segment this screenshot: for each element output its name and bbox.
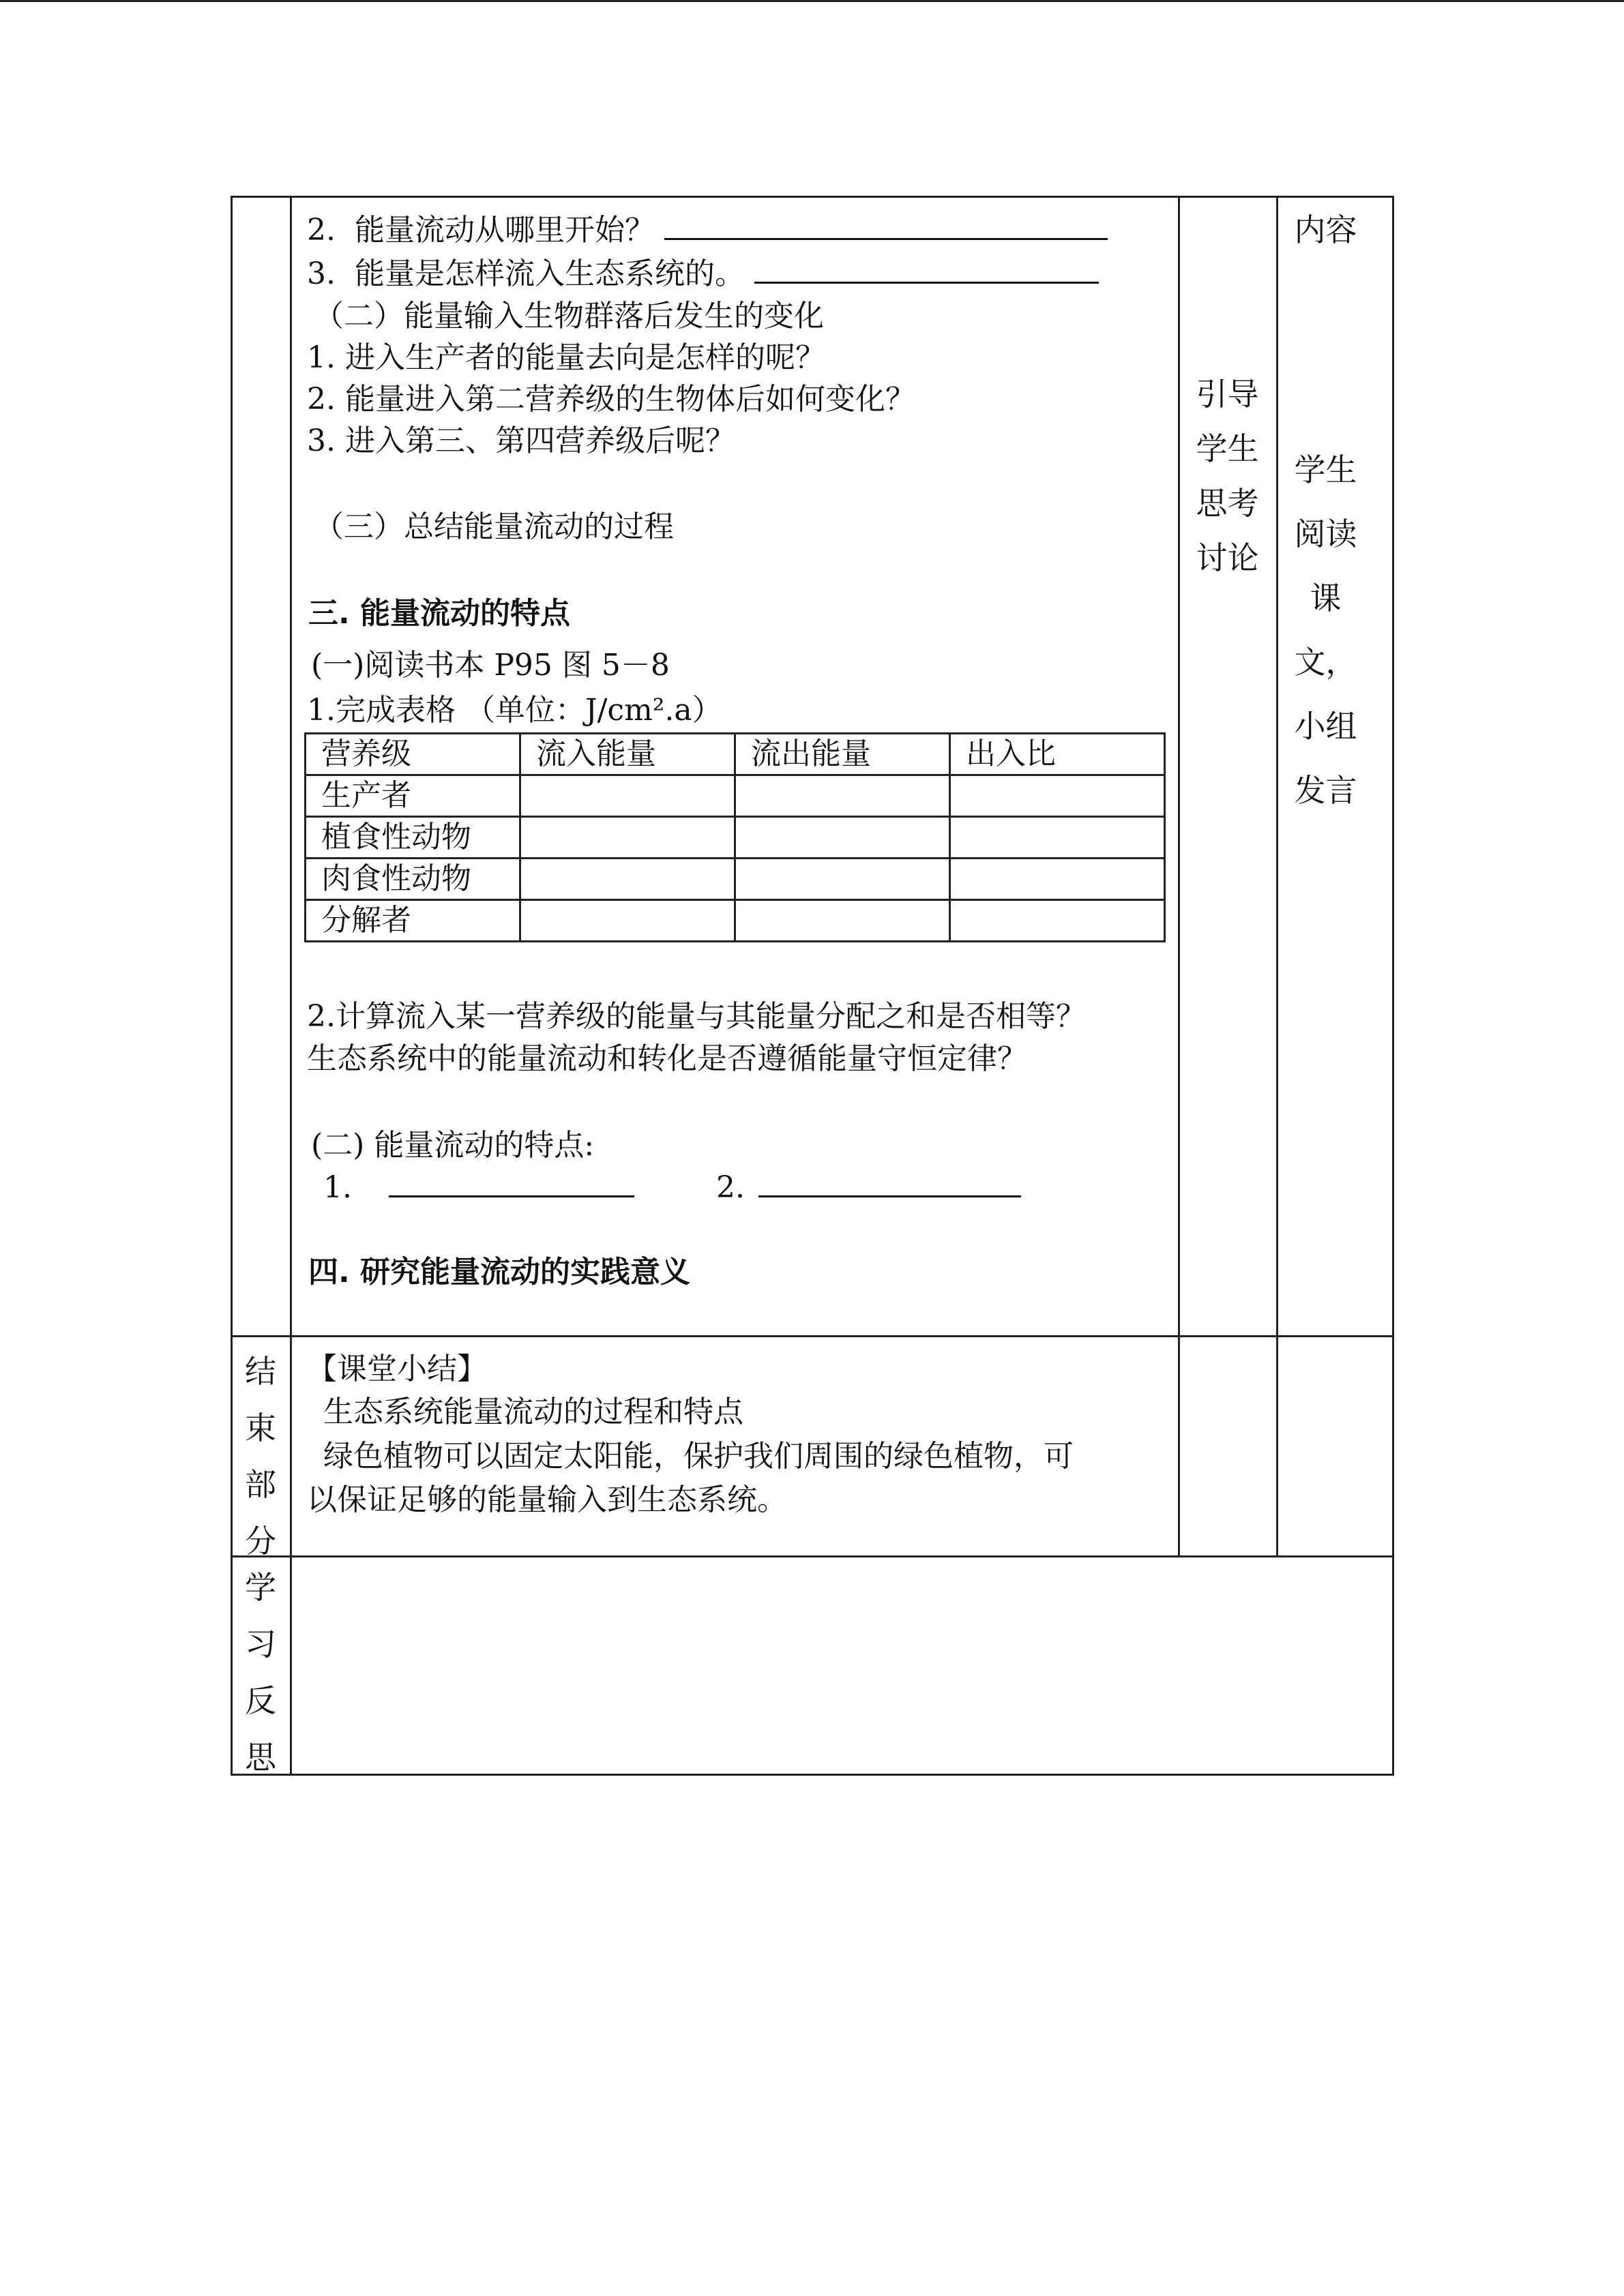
table-cell[interactable] [520, 817, 735, 859]
table-cell: 生产者 [306, 775, 520, 817]
teacher-activity-line: 讨论 [1196, 539, 1259, 576]
student-activity-line: 阅读 [1294, 516, 1357, 552]
student-activity-line: 小组 [1294, 708, 1357, 745]
sub-question-1: 1. 进入生产者的能量去向是怎样的呢？ [307, 340, 825, 375]
label-char: 学 [245, 1569, 276, 1606]
table-cell: 植食性动物 [306, 817, 520, 859]
teacher-activity-line: 学生 [1196, 430, 1259, 467]
answer-blank-3[interactable] [754, 254, 1099, 284]
question-2: 2. 能量流动从哪里开始？ [307, 210, 1108, 251]
student-activity-line: 发言 [1294, 772, 1357, 809]
student-activity [1286, 438, 1365, 822]
teacher-column-divider [1178, 196, 1180, 1557]
table-row [306, 775, 1165, 817]
table-header-row [306, 734, 1165, 775]
table-row [306, 817, 1165, 859]
table-cell[interactable] [950, 775, 1165, 817]
table-cell[interactable] [520, 775, 735, 817]
row-divider-ending [231, 1335, 1394, 1337]
table-header: 流出能量 [735, 734, 950, 775]
label-char: 部 [245, 1466, 276, 1503]
table-top-border [231, 196, 1394, 198]
label-char: 分 [245, 1523, 276, 1560]
answer-blank-2[interactable] [664, 211, 1108, 240]
teacher-activity-line: 思考 [1196, 485, 1259, 522]
summary-line-2: 绿色植物可以固定太阳能，保护我们周围的绿色植物，可 [323, 1439, 1074, 1474]
feature-2: 2. [716, 1167, 1021, 1208]
table-cell[interactable] [735, 900, 950, 942]
label-char: 习 [245, 1626, 276, 1663]
table-cell[interactable] [520, 859, 735, 900]
student-activity-line: 课 [1310, 580, 1342, 616]
part-4-title: 四. 研究能量流动的实践意义 [308, 1255, 691, 1289]
student-top-text [1286, 202, 1365, 258]
calculation-question-line2: 生态系统中的能量流动和转化是否遵循能量守恒定律？ [307, 1041, 1027, 1076]
label-char: 反 [245, 1682, 276, 1719]
label-char: 思 [245, 1739, 276, 1776]
table-cell[interactable] [950, 817, 1165, 859]
reflection-area[interactable] [293, 1559, 1390, 1772]
row-divider-reflection [231, 1555, 1394, 1557]
table-bottom-border [231, 1774, 1394, 1776]
features-heading: (二) 能量流动的特点: [311, 1128, 595, 1163]
energy-table [304, 732, 1166, 942]
feature-1: 1. [323, 1167, 634, 1208]
table-cell[interactable] [735, 775, 950, 817]
sub-question-2: 2. 能量进入第二营养级的生物体后如何变化？ [307, 382, 915, 417]
table-cell: 分解者 [306, 900, 520, 942]
read-instruction: (一)阅读书本 P95 图 5－8 [311, 648, 670, 683]
table-cell: 肉食性动物 [306, 859, 520, 900]
feature-2-blank[interactable] [758, 1168, 1021, 1197]
section-3-heading: （三）总结能量流动的过程 [314, 509, 674, 544]
sub-question-3: 3. 进入第三、第四营养级后呢？ [307, 423, 735, 458]
table-header: 营养级 [306, 734, 520, 775]
label-char: 结 [245, 1353, 276, 1390]
table-cell[interactable] [735, 859, 950, 900]
teacher-activity [1188, 367, 1267, 585]
summary-line-3: 以保证足够的能量输入到生态系统。 [307, 1482, 787, 1517]
table-header: 出入比 [950, 734, 1165, 775]
table-header: 流入能量 [520, 734, 735, 775]
student-column-divider [1276, 196, 1278, 1557]
table-cell[interactable] [735, 817, 950, 859]
teacher-activity-line: 引导 [1196, 376, 1259, 413]
calculation-question-line1: 2.计算流入某一营养级的能量与其能量分配之和是否相等？ [307, 999, 1086, 1034]
reflection-section-label [240, 1560, 281, 1786]
question-3: 3. 能量是怎样流入生态系统的。 [307, 254, 1099, 295]
feature-1-blank[interactable] [389, 1168, 634, 1197]
table-right-border [1392, 196, 1394, 1776]
table-left-border [231, 196, 233, 1776]
part-3-title: 三. 能量流动的特点 [308, 596, 571, 631]
page-top-border [0, 0, 1624, 2]
table-instruction: 1.完成表格 （单位：J/cm².a） [307, 693, 722, 728]
label-char: 束 [245, 1410, 276, 1446]
table-cell[interactable] [950, 900, 1165, 942]
section-2-heading: （二）能量输入生物群落后发生的变化 [314, 299, 824, 333]
table-cell[interactable] [950, 859, 1165, 900]
student-activity-line: 文， [1294, 644, 1357, 681]
table-row [306, 900, 1165, 942]
student-activity-line: 学生 [1294, 451, 1357, 488]
table-row [306, 859, 1165, 900]
summary-title: 【课堂小结】 [307, 1352, 487, 1386]
table-cell[interactable] [520, 900, 735, 942]
student-top-line: 内容 [1294, 211, 1357, 248]
summary-line-1: 生态系统能量流动的过程和特点 [323, 1395, 743, 1429]
label-column-divider [290, 196, 292, 1776]
ending-section-label [240, 1343, 281, 1570]
